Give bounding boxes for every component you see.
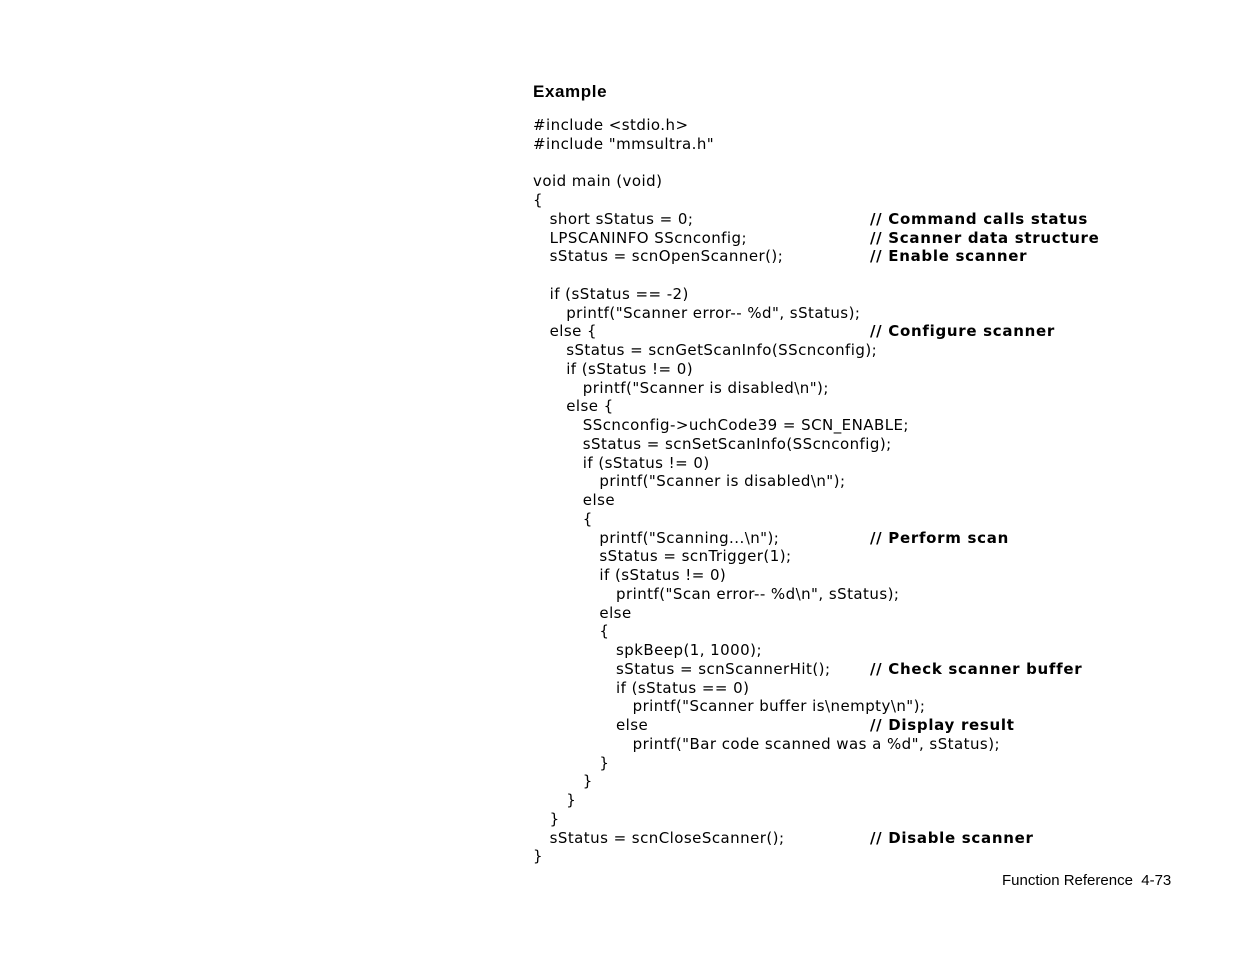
code-line xyxy=(533,566,1133,585)
code-comment: // Display result xyxy=(870,716,1015,734)
code-line xyxy=(533,697,1133,716)
code-line xyxy=(533,604,1133,623)
code-line xyxy=(533,247,1133,266)
code-comment: // Check scanner buffer xyxy=(870,659,1083,678)
code-text: if (sStatus != 0) xyxy=(566,359,694,378)
code-text: printf("Scanner is disabled\n"); xyxy=(582,378,829,397)
code-line xyxy=(533,116,1133,135)
code-line xyxy=(533,791,1133,810)
code-text: sStatus = scnScannerHit(); xyxy=(616,659,831,678)
code-line xyxy=(533,266,1133,285)
code-line xyxy=(533,810,1133,829)
code-text: short sStatus = 0; xyxy=(549,209,694,228)
code-text: else xyxy=(582,491,616,509)
code-text: } xyxy=(566,791,577,809)
code-line xyxy=(533,585,1133,604)
code-line xyxy=(533,829,1133,848)
code-comment: // Enable scanner xyxy=(870,247,1028,266)
code-example xyxy=(533,116,1133,866)
code-line xyxy=(533,472,1133,491)
code-line xyxy=(533,529,1133,548)
code-line xyxy=(533,360,1133,379)
section-heading: Example xyxy=(533,82,608,101)
code-text: LPSCANINFO SScnconfig; xyxy=(549,228,747,247)
code-text: else { xyxy=(549,322,598,341)
code-comment: // Disable scanner xyxy=(870,828,1034,847)
code-comment: // Configure scanner xyxy=(870,322,1055,341)
code-text: } xyxy=(599,753,610,772)
code-line xyxy=(533,285,1133,304)
code-line xyxy=(533,379,1133,398)
code-text: sStatus = scnOpenScanner(); xyxy=(549,247,784,266)
code-line xyxy=(533,191,1133,210)
code-text: printf("Bar code scanned was a %d", sStatus); xyxy=(632,734,1000,753)
code-line xyxy=(533,154,1133,173)
code-text: sStatus = scnTrigger(1); xyxy=(599,547,792,566)
code-line xyxy=(533,172,1133,191)
code-text: else { xyxy=(566,397,614,416)
code-line xyxy=(533,735,1133,754)
code-line xyxy=(533,510,1133,529)
code-line xyxy=(533,847,1133,866)
code-text: spkBeep(1, 1000); xyxy=(616,641,762,659)
code-text: { xyxy=(582,509,593,528)
code-comment: // Scanner data structure xyxy=(870,228,1100,247)
code-text: SScnconfig->uchCode39 = SCN_ENABLE; xyxy=(582,416,909,434)
code-text: if (sStatus != 0) xyxy=(582,453,710,472)
code-line xyxy=(533,772,1133,791)
code-line xyxy=(533,341,1133,360)
code-line xyxy=(533,622,1133,641)
code-line xyxy=(533,229,1133,248)
code-text: printf("Scanner error-- %d", sStatus); xyxy=(566,303,861,322)
code-text: } xyxy=(533,847,543,866)
code-line xyxy=(533,660,1133,679)
code-text: } xyxy=(549,809,560,828)
code-line xyxy=(533,135,1133,154)
code-text: if (sStatus == -2) xyxy=(549,284,689,303)
code-line xyxy=(533,454,1133,473)
code-text: if (sStatus == 0) xyxy=(616,678,750,697)
code-comment: // Command calls status xyxy=(870,209,1089,228)
code-line xyxy=(533,716,1133,735)
code-text: } xyxy=(582,772,593,791)
code-line xyxy=(533,547,1133,566)
code-text: if (sStatus != 0) xyxy=(599,566,727,584)
code-line xyxy=(533,491,1133,510)
code-line xyxy=(533,322,1133,341)
code-text: { xyxy=(533,191,543,209)
code-line xyxy=(533,679,1133,698)
code-text: #include "mmsultra.h" xyxy=(533,134,715,153)
code-line xyxy=(533,397,1133,416)
code-comment: // Perform scan xyxy=(870,528,1009,547)
code-line xyxy=(533,304,1133,323)
page-footer: Function Reference 4-73 xyxy=(1002,872,1172,889)
code-line xyxy=(533,435,1133,454)
code-line xyxy=(533,641,1133,660)
code-text: printf("Scanner buffer is\nempty\n"); xyxy=(632,697,926,716)
code-line xyxy=(533,210,1133,229)
code-line xyxy=(533,754,1133,773)
code-text: #include <stdio.h> xyxy=(533,116,689,134)
code-text: void main (void) xyxy=(533,172,663,191)
code-text: printf("Scanning...\n"); xyxy=(599,528,780,547)
code-text: printf("Scanner is disabled\n"); xyxy=(599,472,846,491)
code-text: printf("Scan error-- %d\n", sStatus); xyxy=(616,584,900,603)
code-text: else xyxy=(616,716,649,734)
code-line xyxy=(533,416,1133,435)
code-text: { xyxy=(599,622,610,641)
code-text: else xyxy=(599,603,632,622)
code-text: sStatus = scnSetScanInfo(SScnconfig); xyxy=(582,434,892,453)
code-text: sStatus = scnGetScanInfo(SScnconfig); xyxy=(566,341,878,359)
code-text: sStatus = scnCloseScanner(); xyxy=(549,828,785,847)
